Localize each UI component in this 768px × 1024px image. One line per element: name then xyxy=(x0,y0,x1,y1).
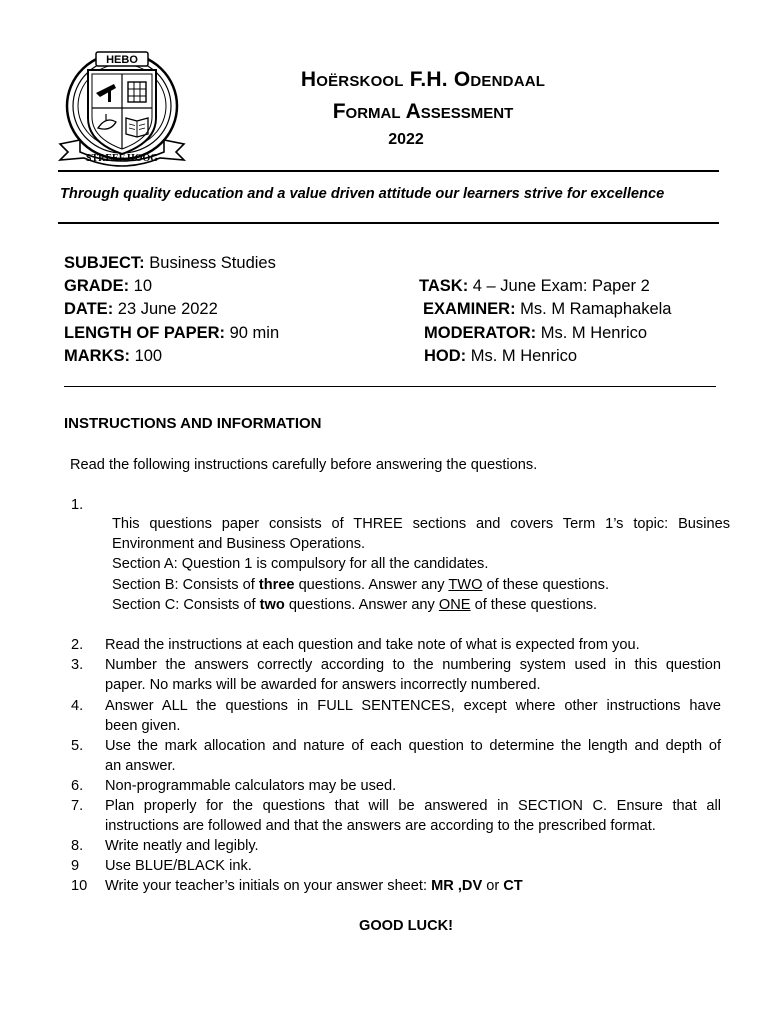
motto-divider xyxy=(58,222,719,224)
item-7-line-1: Plan properly for the questions that will be answered in SECTION C. Ensure that all xyxy=(105,798,721,814)
instructions-heading: INSTRUCTIONS AND INFORMATION xyxy=(64,415,322,432)
examiner-field: EXAMINER: Ms. M Ramaphakela xyxy=(423,300,672,318)
item-6-line-1: Non-programmable calculators may be used. xyxy=(105,778,397,794)
marks-field: MARKS: 100 xyxy=(64,347,163,365)
svg-text:STREEF HOOG: STREEF HOOG xyxy=(85,153,159,164)
item-7-number: 7. xyxy=(71,798,84,814)
school-motto: Through quality education and a value driven attitude our learners strive for excellence xyxy=(60,186,665,202)
item-8-number: 8. xyxy=(71,838,84,854)
item-2-line-1: Read the instructions at each question and take note of what is expected from you. xyxy=(105,637,640,653)
item-3-line-1: Number the answers correctly according to the numbering system used in this question xyxy=(105,657,721,673)
item-1-line-1: This questions paper consists of THREE sections and covers Term 1’s topic: Busines xyxy=(112,516,730,532)
paper-length-field: LENGTH OF PAPER: 90 min xyxy=(64,324,280,342)
info-divider xyxy=(64,386,716,387)
item-4-line-1: Answer ALL the questions in FULL SENTENCES, except where other instructions have xyxy=(105,698,721,714)
item-1-section-c: Section C: Consists of two questions. Answer any ONE of these questions. xyxy=(112,597,598,613)
date-field: DATE: 23 June 2022 xyxy=(64,300,218,318)
instructions-intro: Read the following instructions carefully before answering the questions. xyxy=(70,457,538,473)
item-1-section-a: Section A: Question 1 is compulsory for all the candidates. xyxy=(112,556,489,572)
school-crest-logo xyxy=(56,48,188,170)
subject-field: SUBJECT: Business Studies xyxy=(64,254,276,272)
item-1-line-2: Environment and Business Operations. xyxy=(112,536,366,552)
item-8-line-1: Write neatly and legibly. xyxy=(105,838,259,854)
assessment-year: 2022 xyxy=(388,131,424,148)
item-4-line-2: been given. xyxy=(105,718,181,734)
item-4-number: 4. xyxy=(71,698,84,714)
item-5-line-1: Use the mark allocation and nature of each question to determine the length and depth of xyxy=(105,738,721,754)
item-9-number: 9 xyxy=(71,858,80,874)
item-5-number: 5. xyxy=(71,738,84,754)
item-3-number: 3. xyxy=(71,657,84,673)
item-5-line-2: an answer. xyxy=(105,758,176,774)
school-name: Hoërskool F.H. Odendaal xyxy=(300,68,546,91)
moderator-field: MODERATOR: Ms. M Henrico xyxy=(424,324,648,342)
task-field: TASK: 4 – June Exam: Paper 2 xyxy=(419,277,650,295)
closing-good-luck: GOOD LUCK! xyxy=(358,918,454,934)
item-9-line-1: Use BLUE/BLACK ink. xyxy=(105,858,252,874)
item-1-number: 1. xyxy=(71,497,84,513)
item-3-line-2: paper. No marks will be awarded for answers incorrectly numbered. xyxy=(105,677,541,693)
item-10-line-1: Write your teacher’s initials on your answer sheet: MR ,DV or CT xyxy=(105,878,523,894)
assessment-title: Formal Assessment xyxy=(332,100,514,123)
item-10-number: 10 xyxy=(71,878,88,894)
hod-field: HOD: Ms. M Henrico xyxy=(424,347,578,365)
header-divider xyxy=(58,170,719,172)
item-1-section-b: Section B: Consists of three questions. Answer any TWO of these questions. xyxy=(112,577,609,593)
item-6-number: 6. xyxy=(71,778,84,794)
item-2-number: 2. xyxy=(71,637,84,653)
item-7-line-2: instructions are followed and that the answers are according to the prescribed format. xyxy=(105,818,656,834)
grade-field: GRADE: 10 xyxy=(64,277,153,295)
svg-text:HEBO: HEBO xyxy=(106,54,138,66)
